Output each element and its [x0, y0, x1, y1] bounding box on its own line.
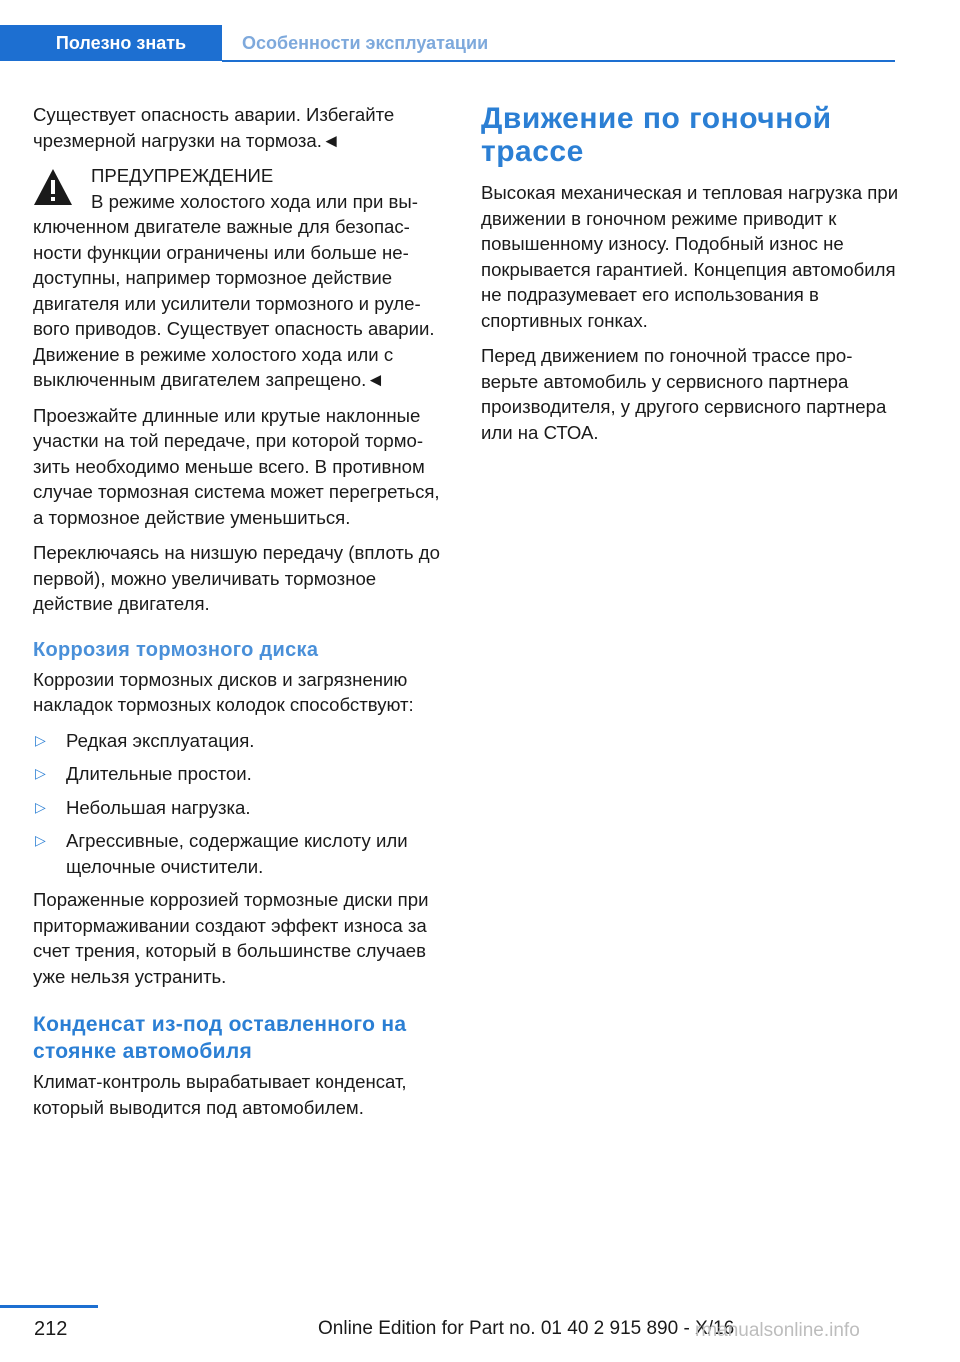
heading-brake-disc-corrosion: Коррозия тормозного диска	[33, 638, 319, 661]
right-column	[481, 102, 899, 455]
list-item-text: Агрессивные, содержащие кислоту или щелочные очистители.	[66, 830, 408, 877]
watermark: rmanualsonline.info	[695, 1320, 860, 1341]
paragraph: Высокая механическая и тепловая нагрузка при движении в гоночном режиме приводит к повышенному износу. Подобный износ не покрывается гарантией. Концепция автомобиля не подразумевает его использования в спортивных гонках.	[481, 182, 899, 331]
paragraph: Пораженные коррозией тормозные диски при притормаживании создают эффект износа за счет трения, который в большинстве случаев уже нельзя устранить.	[33, 889, 429, 987]
triangle-bullet-icon: ▷	[35, 765, 46, 781]
list-item	[33, 761, 451, 787]
list-item-text: Небольшая нагрузка.	[66, 796, 251, 818]
list-item	[33, 728, 451, 754]
left-column	[33, 102, 451, 1130]
paragraph: Коррозии тормозных дисков и загрязнению накладок тормозных колодок способствуют:	[33, 668, 414, 715]
paragraph: Перед движением по гоночной трассе проверьте автомобиль у сервисного партнера производителя, у другого сервисного партнера или на СТОА.	[481, 345, 887, 443]
tab-useful-info[interactable]: Полезно знать	[0, 25, 222, 61]
header-divider	[222, 60, 895, 62]
warning-block	[33, 163, 451, 393]
heading-condensate: Конденсат из-под оставленного на стоянке автомобиля	[33, 1013, 407, 1063]
paragraph: Существует опасность аварии. Избегайте чрезмерной нагрузки на тормоза.◄	[33, 104, 395, 151]
triangle-bullet-icon: ▷	[35, 832, 46, 848]
list-item-text: Редкая эксплуатация.	[66, 729, 255, 751]
footer-divider	[0, 1305, 98, 1308]
triangle-bullet-icon: ▷	[35, 731, 46, 748]
heading-race-track: Движение по гоночной трассе	[481, 102, 832, 168]
header-tabbar	[0, 0, 960, 62]
list-item	[33, 795, 451, 821]
warning-triangle-icon	[33, 167, 73, 207]
corrosion-causes-list	[33, 728, 451, 880]
warning-title: ПРЕДУПРЕЖДЕНИЕ	[91, 165, 274, 186]
list-item-text: Длительные простои.	[66, 763, 252, 784]
paragraph: Проезжайте длинные или крутые наклонные участки на той передаче, при которой тормозить необходимо меньше всего. В противном случае тормозная система может перегреться, а тормозное действие уменьшиться.	[33, 404, 440, 528]
list-item	[33, 828, 451, 879]
tab-operation-features[interactable]: Особенности эксплуатации	[242, 32, 489, 53]
page-number: 212	[34, 1318, 68, 1340]
edition-info: Online Edition for Part no. 01 40 2 915 890 - X/16	[318, 1318, 735, 1339]
paragraph: Климат-контроль вырабатывает конденсат, который выводится под автомобилем.	[33, 1071, 407, 1118]
triangle-bullet-icon: ▷	[35, 798, 46, 815]
paragraph: Переключаясь на низшую передачу (вплоть до первой), можно увеличивать тормозное действие двигателя.	[33, 542, 440, 614]
warning-text: В режиме холостого хода или при выключенном двигателе важные для безопасности функции ограничены или больше недоступны, например тормозное действие двигателя или усилители тормозного и рулевого приводов. Существует опасность аварии. Движение в режиме холостого хода или с выключенным двигателем запрещено.◄	[33, 190, 435, 390]
